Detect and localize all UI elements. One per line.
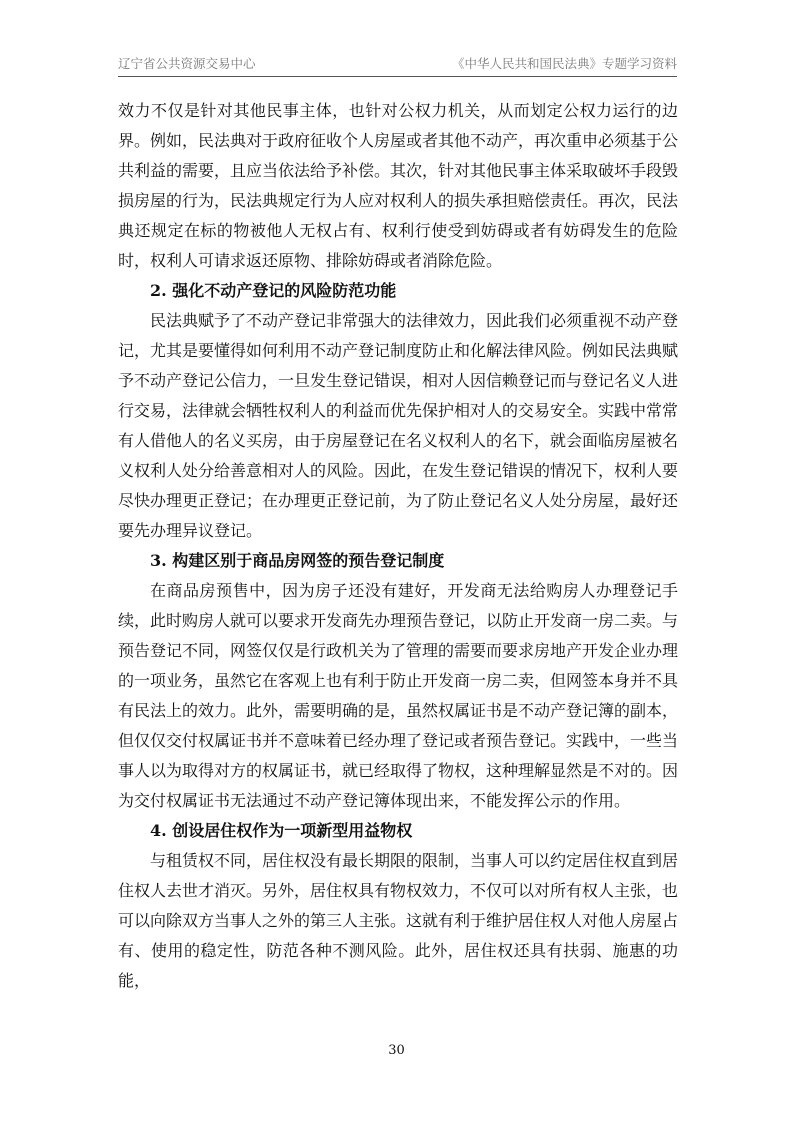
section-heading-4: 4. 创设居住权作为一项新型用益物权 — [150, 821, 413, 840]
section-heading-2: 2. 强化不动产登记的风险防范功能 — [150, 281, 397, 300]
page-body — [118, 96, 678, 996]
page-number: 30 — [388, 1043, 405, 1058]
paragraph-advance-registration: 在商品房预售中，因为房子还没有建好，开发商无法给购房人办理登记手续，此时购房人就可以要求开发商先办理预告登记，以防止开发商一房二卖。与预告登记不同，网签仅仅是行政机关为了管理的需要而要求房地产开发企业办理的一项业务，虽然它在客观上也有利于防止开发商一房二卖，但网签本身并不具有民法上的效力。此外，需要明确的是，虽然权属证书是不动产登记簿的副本，但仅仅交付权属证书并不意味着已经办理了登记或者预告登记。实践中，一些当事人以为取得对方的权属证书，就已经取得了物权，这种理解显然是不对的。因为交付权属证书无法通过不动产登记簿体现出来，不能发挥公示的作用。 — [118, 581, 679, 810]
paragraph-right-of-residence: 与租赁权不同，居住权没有最长期限的限制，当事人可以约定居住权直到居住权人去世才消灭。另外，居住权具有物权效力，不仅可以对所有权人主张，也可以向除双方当事人之外的第三人主张。这就有利于维护居住权人对他人房屋占有、使用的稳定性，防范各种不测风险。此外，居住权还具有扶弱、施惠的功能， — [118, 851, 679, 990]
paragraph-continuation: 效力不仅是针对其他民事主体，也针对公权力机关，从而划定公权力运行的边界。例如，民法典对于政府征收个人房屋或者其他不动产，再次重申必须基于公共利益的需要，且应当依法给予补偿。其次，针对其他民事主体采取破坏手段毁损房屋的行为，民法典规定行为人应对权利人的损失承担赔偿责任。再次，民法典还规定在标的物被他人无权占有、权利行使受到妨碍或者有妨碍发生的危险时，权利人可请求返还原物、排除妨碍或者消除危险。 — [118, 101, 679, 270]
page-header — [118, 52, 677, 77]
section-heading-3: 3. 构建区别于商品房网签的预告登记制度 — [150, 551, 445, 570]
header-organization: 辽宁省公共资源交易中心 — [118, 56, 256, 71]
header-document-title: 《中华人民共和国民法典》专题学习资料 — [451, 56, 677, 71]
paragraph-registration-risk: 民法典赋予了不动产登记非常强大的法律效力，因此我们必须重视不动产登记，尤其是要懂得如何利用不动产登记制度防止和化解法律风险。例如民法典赋予不动产登记公信力，一旦发生登记错误，相对人因信赖登记而与登记名义人进行交易，法律就会牺牲权利人的利益而优先保护相对人的交易安全。实践中常常有人借他人的名义买房，由于房屋登记在名义权利人的名下，就会面临房屋被名义权利人处分给善意相对人的风险。因此，在发生登记错误的情况下，权利人要尽快办理更正登记；在办理更正登记前，为了防止登记名义人处分房屋，最好还要先办理异议登记。 — [118, 311, 679, 540]
